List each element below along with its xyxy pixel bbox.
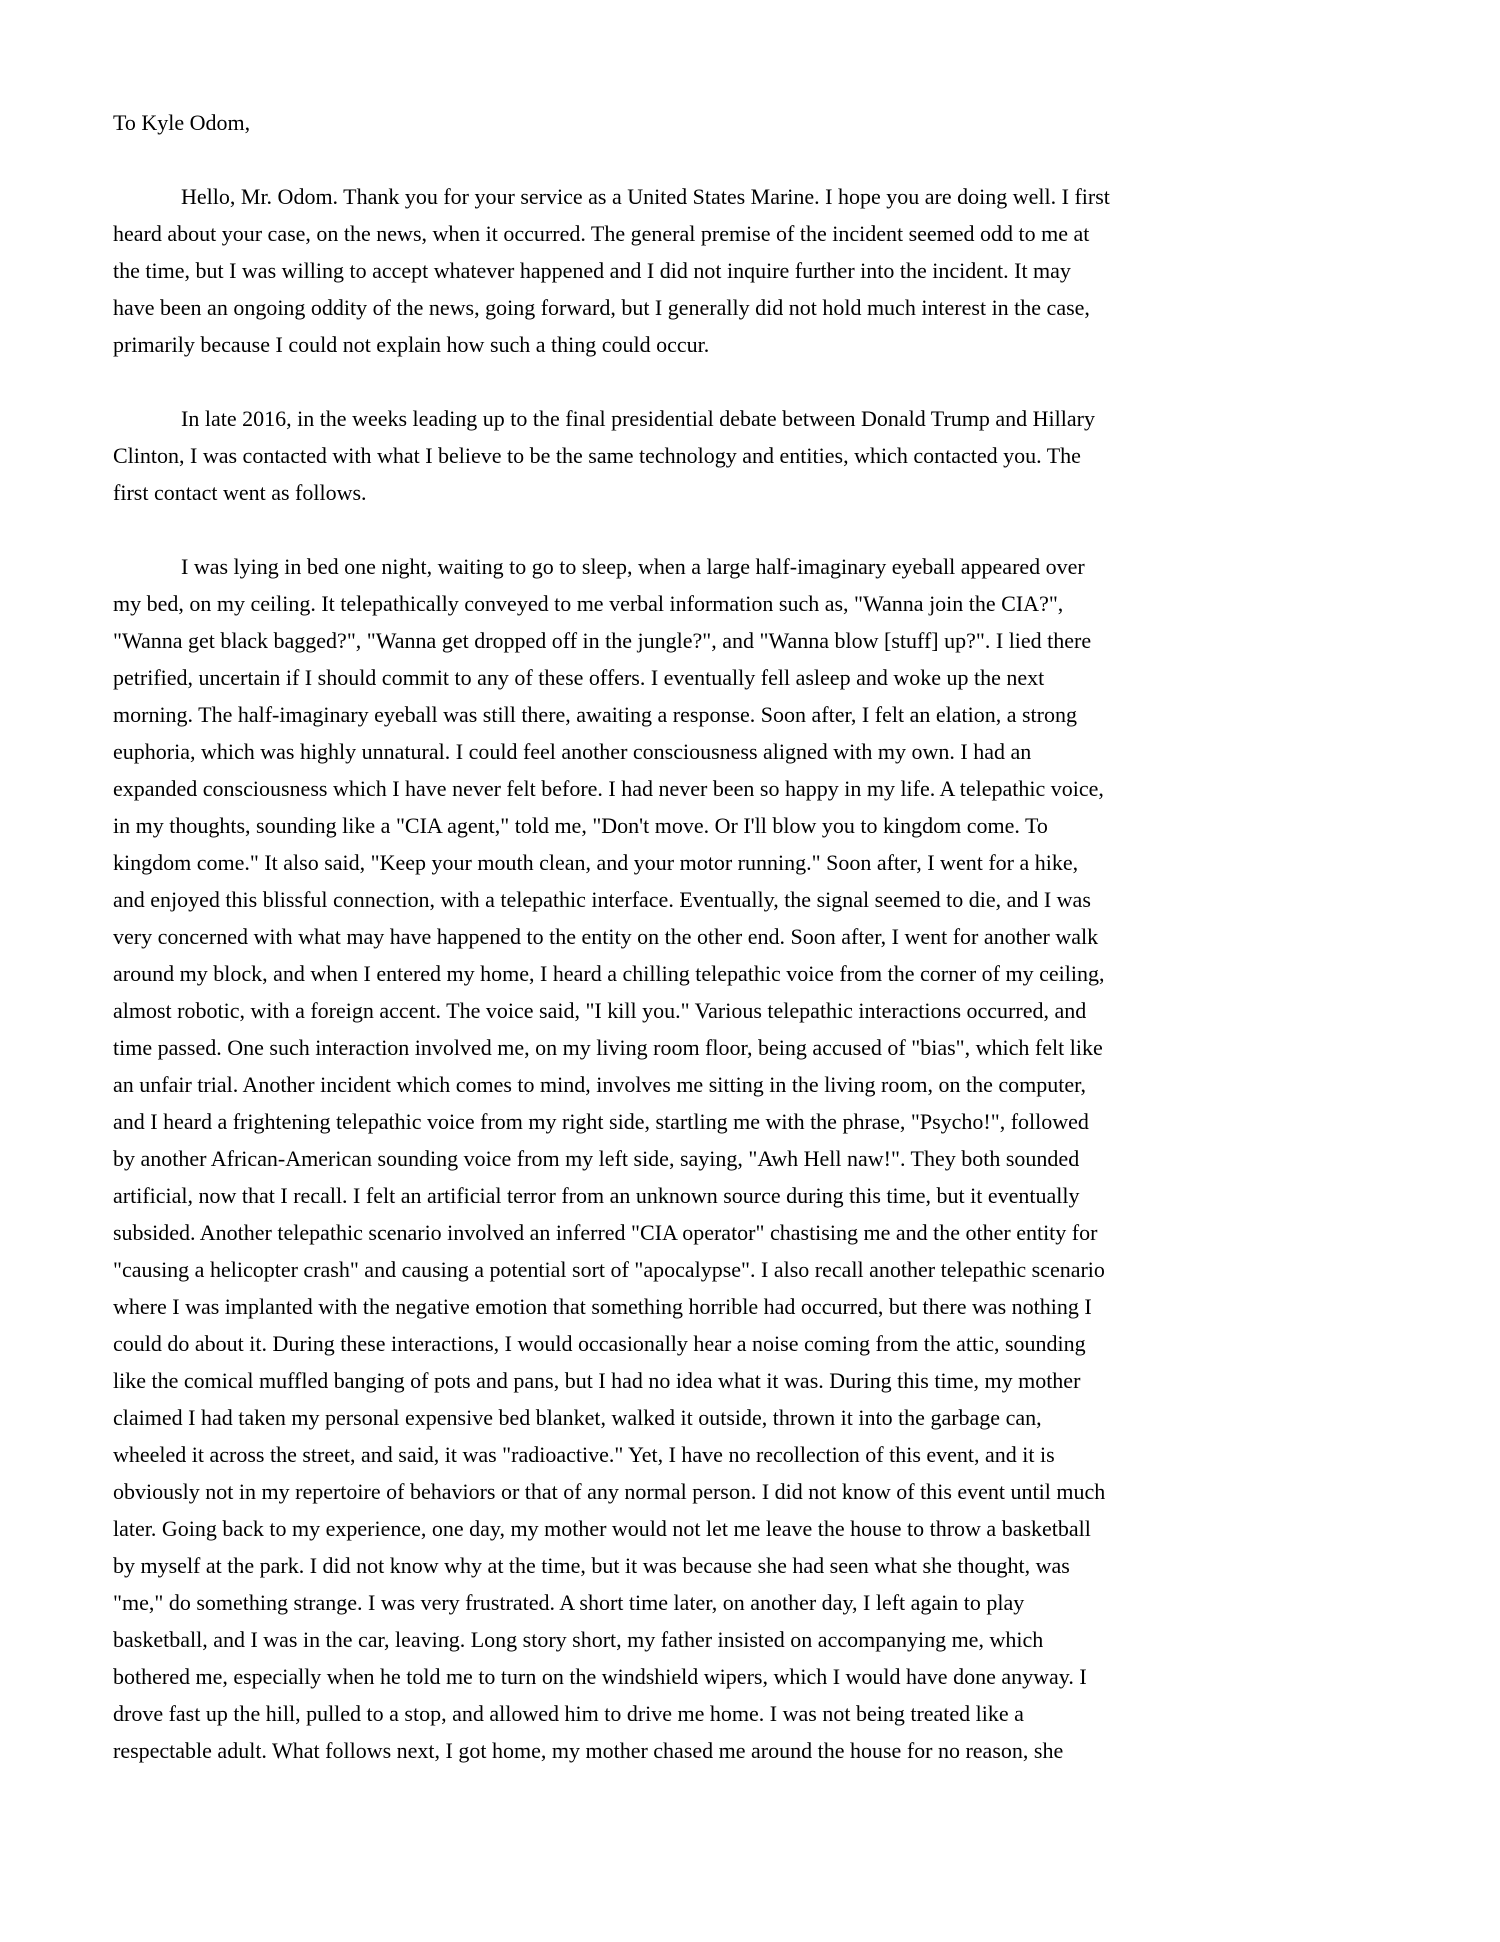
paragraph-2: In late 2016, in the weeks leading up to the final presidential debate between Donald Trump and Hillary Clinton, I was contacted with what I believe to be the same technology and entities, which contacted you. The first contact went as follows. — [113, 406, 1095, 505]
salutation: To Kyle Odom, — [113, 110, 251, 135]
letter-content — [113, 104, 1113, 1769]
paragraph-3: I was lying in bed one night, waiting to go to sleep, when a large half-imaginary eyeball appeared over my bed, on my ceiling. It telepathically conveyed to me verbal information such as, "Wanna join the CIA?", "Wanna get black bagged?", "Wanna get dropped off in the jungle?", and "Wanna blow [stuff] up?". I lied there petrified, uncertain if I should commit to any of these offers. I eventually fell asleep and woke up the next morning. The half-imaginary eyeball was still there, awaiting a response. Soon after, I felt an elation, a strong euphoria, which was highly unnatural. I could feel another consciousness aligned with my own. I had an expanded consciousness which I have never felt before. I had never been so happy in my life. A telepathic voice, in my thoughts, sounding like a "CIA agent," told me, "Don't move. Or I'll blow you to kingdom come. To kingdom come." It also said, "Keep your mouth clean, and your motor running." Soon after, I went for a hike, and enjoyed this blissful connection, with a telepathic interface. Eventually, the signal seemed to die, and I was very concerned with what may have happened to the entity on the other end. Soon after, I went for another walk around my block, and when I entered my home, I heard a chilling telepathic voice from the corner of my ceiling, almost robotic, with a foreign accent. The voice said, "I kill you." Various telepathic interactions occurred, and time passed. One such interaction involved me, on my living room floor, being accused of "bias", which felt like an unfair trial. Another incident which comes to mind, involves me sitting in the living room, on the computer, and I heard a frightening telepathic voice from my right side, startling me with the phrase, "Psycho!", followed by another African-American sounding voice from my left side, saying, "Awh Hell naw!". They both sounded artificial, now that I recall. I felt an artificial terror from an unknown source during this time, but it eventually subsided. Another telepathic scenario involved an inferred "CIA operator" chastising me and the other entity for "causing a helicopter crash" and causing a potential sort of "apocalypse". I also recall another telepathic scenario where I was implanted with the negative emotion that something horrible had occurred, but there was nothing I could do about it. During these interactions, I would occasionally hear a noise coming from the attic, sounding like the comical muffled banging of pots and pans, but I had no idea what it was. During this time, my mother claimed I had taken my personal expensive bed blanket, walked it outside, thrown it into the garbage can, wheeled it across the street, and said, it was "radioactive." Yet, I have no recollection of this event, and it is obviously not in my repertoire of behaviors or that of any normal person. I did not know of this event until much later. Going back to my experience, one day, my mother would not let me leave the house to throw a basketball by myself at the park. I did not know why at the time, but it was because she had seen what she thought, was "me," do something strange. I was very frustrated. A short time later, on another day, I left again to play basketball, and I was in the car, leaving. Long story short, my father insisted on accompanying me, which bothered me, especially when he told me to turn on the windshield wipers, which I would have done anyway. I drove fast up the hill, pulled to a stop, and allowed him to drive me home. I was not being treated like a respectable adult. What follows next, I got home, my mother chased me around the house for no reason, she — [113, 554, 1106, 1763]
paragraph-1: Hello, Mr. Odom. Thank you for your service as a United States Marine. I hope you are doing well. I first heard about your case, on the news, when it occurred. The general premise of the incident seemed odd to me at the time, but I was willing to accept whatever happened and I did not inquire further into the incident. It may have been an ongoing oddity of the news, going forward, but I generally did not hold much interest in the case, primarily because I could not explain how such a thing could occur. — [113, 184, 1110, 357]
